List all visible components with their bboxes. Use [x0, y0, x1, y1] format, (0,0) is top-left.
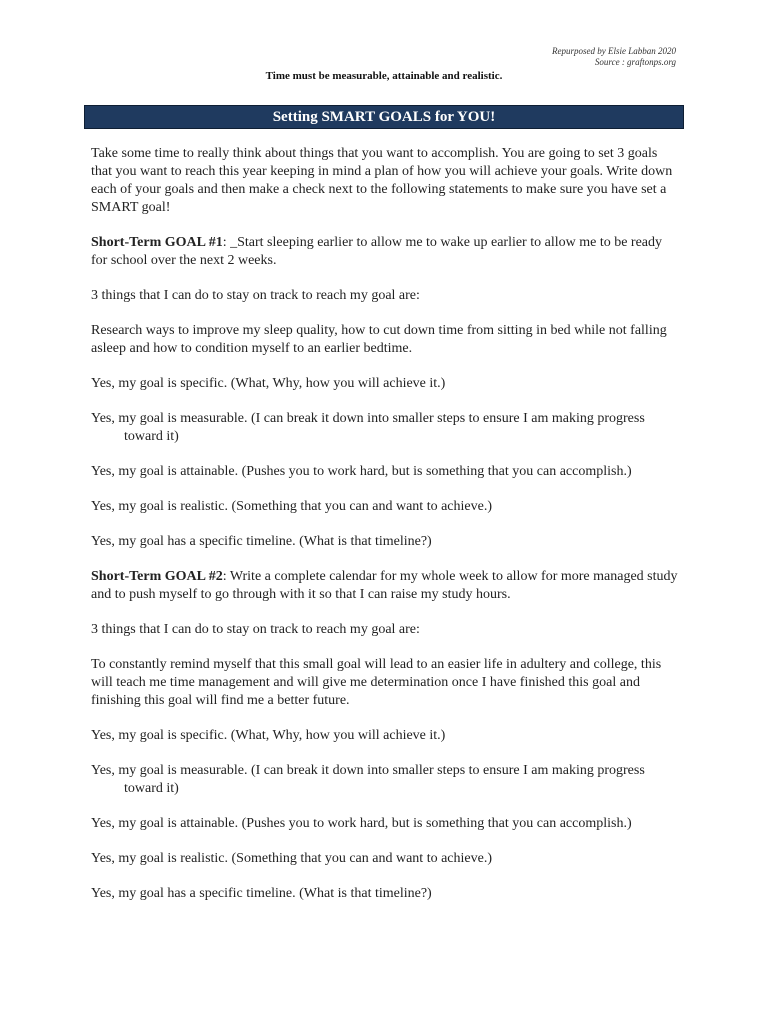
- goal-1-track-heading: 3 things that I can do to stay on track to reach my goal are:: [91, 288, 420, 303]
- goal-2-check-specific: Yes, my goal is specific. (What, Why, how you will achieve it.): [91, 728, 446, 743]
- intro-paragraph: Take some time to really think about things that you want to accomplish. You are going to set 3 goals that you want to reach this year keeping in mind a plan of how you will achieve your goals. Write down each of your goals and then make a check next to the following statements to make sure you have set a SMART goal!: [91, 146, 673, 215]
- goal-1-check-attainable: Yes, my goal is attainable. (Pushes you to work hard, but is something that you can accomplish.): [91, 464, 632, 479]
- goal-2-plan: To constantly remind myself that this small goal will lead to an easier life in adultery and college, this will teach me time management and will give me determination once I have finished this goal and finishing this goal will find me a better future.: [91, 657, 662, 708]
- title-banner: Setting SMART GOALS for YOU!: [84, 105, 684, 129]
- goal-1-text: : _Start sleeping earlier to allow me to wake up earlier to allow me to be ready for school over the next 2 weeks.: [91, 235, 663, 268]
- goal-2-label: Short-Term GOAL #2: [91, 569, 223, 584]
- tagline: Time must be measurable, attainable and realistic.: [265, 70, 503, 82]
- goal-2-check-realistic: Yes, my goal is realistic. (Something that you can and want to achieve.): [91, 851, 492, 866]
- document-body: [91, 145, 681, 920]
- goal-1-plan: Research ways to improve my sleep quality, how to cut down time from sitting in bed while not falling asleep and how to condition myself to an earlier bedtime.: [91, 323, 667, 356]
- goal-2-track-heading: 3 things that I can do to stay on track to reach my goal are:: [91, 622, 420, 637]
- goal-2-text: : Write a complete calendar for my whole week to allow for more managed study and to push myself to go through with it so that I can raise my study hours.: [91, 569, 678, 602]
- credit-source: Source : graftonps.org: [594, 57, 676, 67]
- goal-2-check-measurable: Yes, my goal is measurable. (I can break it down into smaller steps to ensure I am making progress toward it): [91, 763, 645, 796]
- goal-2-check-timeline: Yes, my goal has a specific timeline. (What is that timeline?): [91, 886, 432, 901]
- credit-block: [552, 46, 676, 68]
- goal-1-label: Short-Term GOAL #1: [91, 235, 223, 250]
- goal-1-check-specific: Yes, my goal is specific. (What, Why, how you will achieve it.): [91, 376, 446, 391]
- goal-1-check-realistic: Yes, my goal is realistic. (Something that you can and want to achieve.): [91, 499, 492, 514]
- goal-2: [91, 568, 681, 604]
- credit-author: Repurposed by Elsie Labban 2020: [552, 46, 676, 56]
- goal-1-check-measurable: Yes, my goal is measurable. (I can break it down into smaller steps to ensure I am making progress toward it): [91, 411, 645, 444]
- goal-1-check-timeline: Yes, my goal has a specific timeline. (What is that timeline?): [91, 534, 432, 549]
- goal-1: [91, 234, 681, 270]
- goal-2-check-attainable: Yes, my goal is attainable. (Pushes you to work hard, but is something that you can accomplish.): [91, 816, 632, 831]
